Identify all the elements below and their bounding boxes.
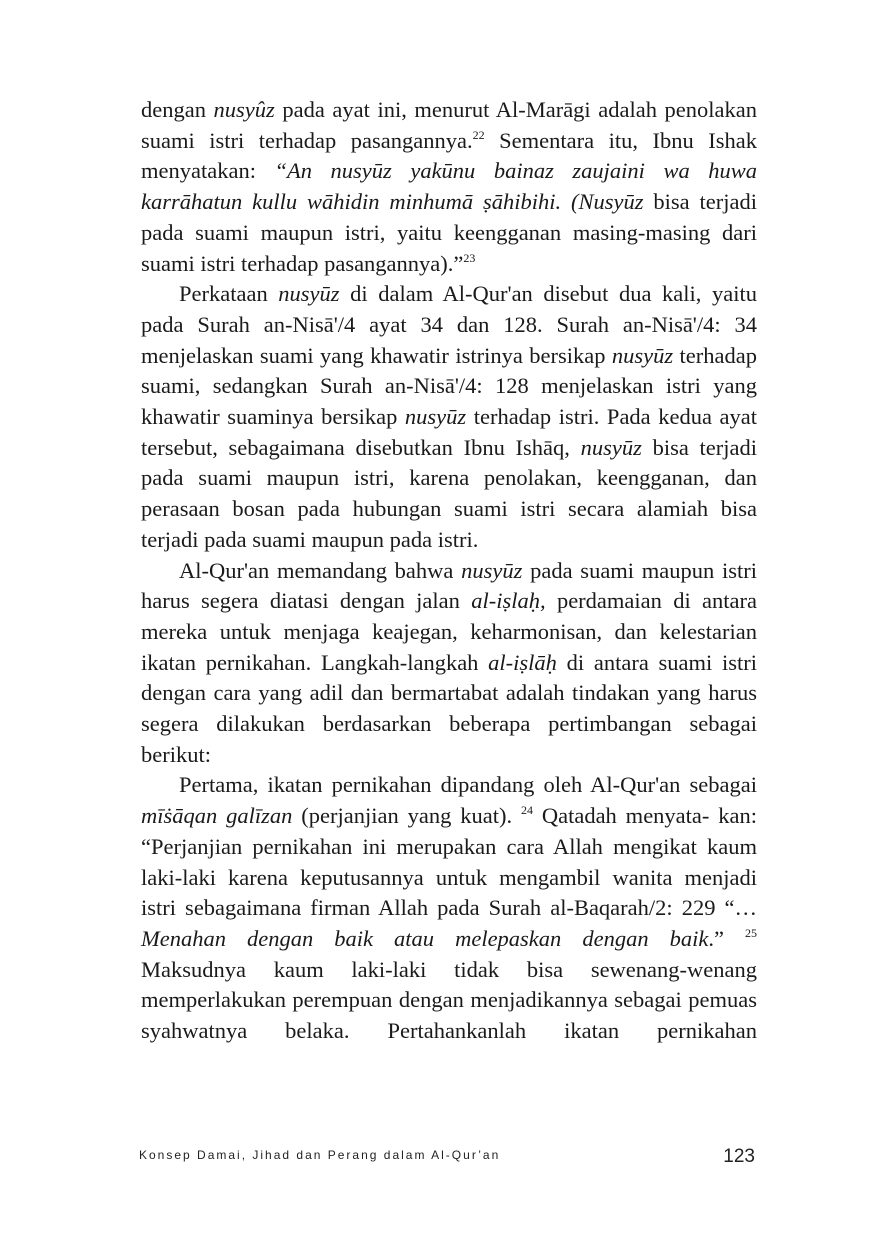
paragraph: [141, 556, 757, 771]
italic-term: nusyūz: [580, 434, 642, 460]
paragraph: [141, 279, 757, 555]
text-run: bisa terjadi pada suami maupun istri, karena penolakan, keengganan, dan perasaan bosan pada hubungan suami istri secara alamiah bisa terjadi pada suami maupun pada istri.: [141, 434, 757, 552]
text-run: Al-Qur'an memandang bahwa: [179, 557, 462, 583]
paragraph: [141, 95, 757, 279]
paragraph: [141, 770, 757, 1046]
text-run: bisa terjadi pada suami maupun istri, yaitu keengganan masing-masing dari suami istri terhadap pasangannya).”: [141, 189, 757, 276]
footnote-ref: 24: [520, 803, 533, 818]
italic-term: al-iṣlāḥ: [488, 649, 557, 675]
footnote-ref: 23: [463, 250, 476, 265]
text-run: terhadap istri. Pada kedua ayat tersebut, sebagaimana disebutkan Ibnu Ishāq,: [141, 404, 758, 460]
text-run: dengan: [141, 97, 214, 122]
italic-term: nusyūz: [278, 281, 340, 307]
text-run: pada suami maupun istri harus segera diatasi dengan jalan: [141, 557, 757, 614]
text-run: Maksudnya kaum laki-laki tidak bisa sewenang-wenang memperlakukan perempuan dengan menjadikannya sebagai pemuas syahwatnya belaka. Pertahankanlah ikatan pernikahan: [141, 956, 757, 1044]
text-run: terhadap suami, sedangkan Surah an-Nisā'/4: 128 menjelaskan istri yang khawatir suaminya bersikap: [141, 342, 757, 430]
text-run: .”: [708, 925, 745, 951]
italic-term: mīṡāqan galīzan: [141, 803, 293, 829]
text-run: perdamaian di antara mereka untuk menjaga keajegan, keharmonisan, dan kelestarian ikatan pernikahan. Langkah-langkah: [141, 588, 757, 675]
page-number: 123: [723, 1146, 755, 1167]
body-text: [141, 95, 757, 1047]
italic-term: “An nusyūz yakūnu bainaz zaujaini wa huwa karrāhatun kullu wāhidin minhumā ṣāhibihi. (Nusyūz: [141, 158, 758, 215]
text-run: di dalam Al-Qur'an disebut dua kali, yaitu pada Surah an-Nisā'/4 ayat 34 dan 128. Surah an-Nisā'/4: 34 menjelaskan suami yang khawatir istrinya bersikap: [141, 281, 757, 368]
footnote-ref: 22: [472, 127, 485, 142]
running-footer-title: Konsep Damai, Jihad dan Perang dalam Al-Qur’an: [139, 1148, 501, 1162]
footnote-ref: 25: [745, 925, 757, 940]
italic-term: nusyûz: [213, 97, 275, 122]
italic-term: nusyūz: [611, 342, 674, 368]
italic-term: al-iṣlaḥ,: [471, 588, 546, 614]
text-run: (perjanjian yang kuat).: [292, 803, 521, 829]
text-run: di antara suami istri dengan cara yang adil dan bermartabat adalah tindakan yang harus segera dilakukan berdasarkan beberapa pertimbangan sebagai berikut:: [141, 649, 757, 767]
text-run: Sementara itu, Ibnu Ishak menyatakan:: [141, 127, 758, 184]
text-run: Perkataan: [179, 281, 279, 307]
italic-term: nusyūz: [461, 557, 523, 583]
text-run: pada ayat ini, menurut Al-Marāgi adalah penolakan suami istri terhadap pasangannya.: [141, 97, 757, 153]
italic-term: nusyūz: [404, 404, 467, 430]
text-run: Pertama, ikatan pernikahan dipandang oleh Al-Qur'an sebagai: [179, 772, 757, 798]
italic-term: Menahan dengan baik atau melepaskan dengan baik: [141, 925, 709, 951]
text-run: Qatadah menyata- kan: “Perjanjian pernikahan ini merupakan cara Allah mengikat kaum laki-laki karena keputusannya untuk mengambil wanita menjadi istri sebagaimana firman Allah pada Surah al-Baqarah/2: 229 “…: [141, 803, 758, 921]
